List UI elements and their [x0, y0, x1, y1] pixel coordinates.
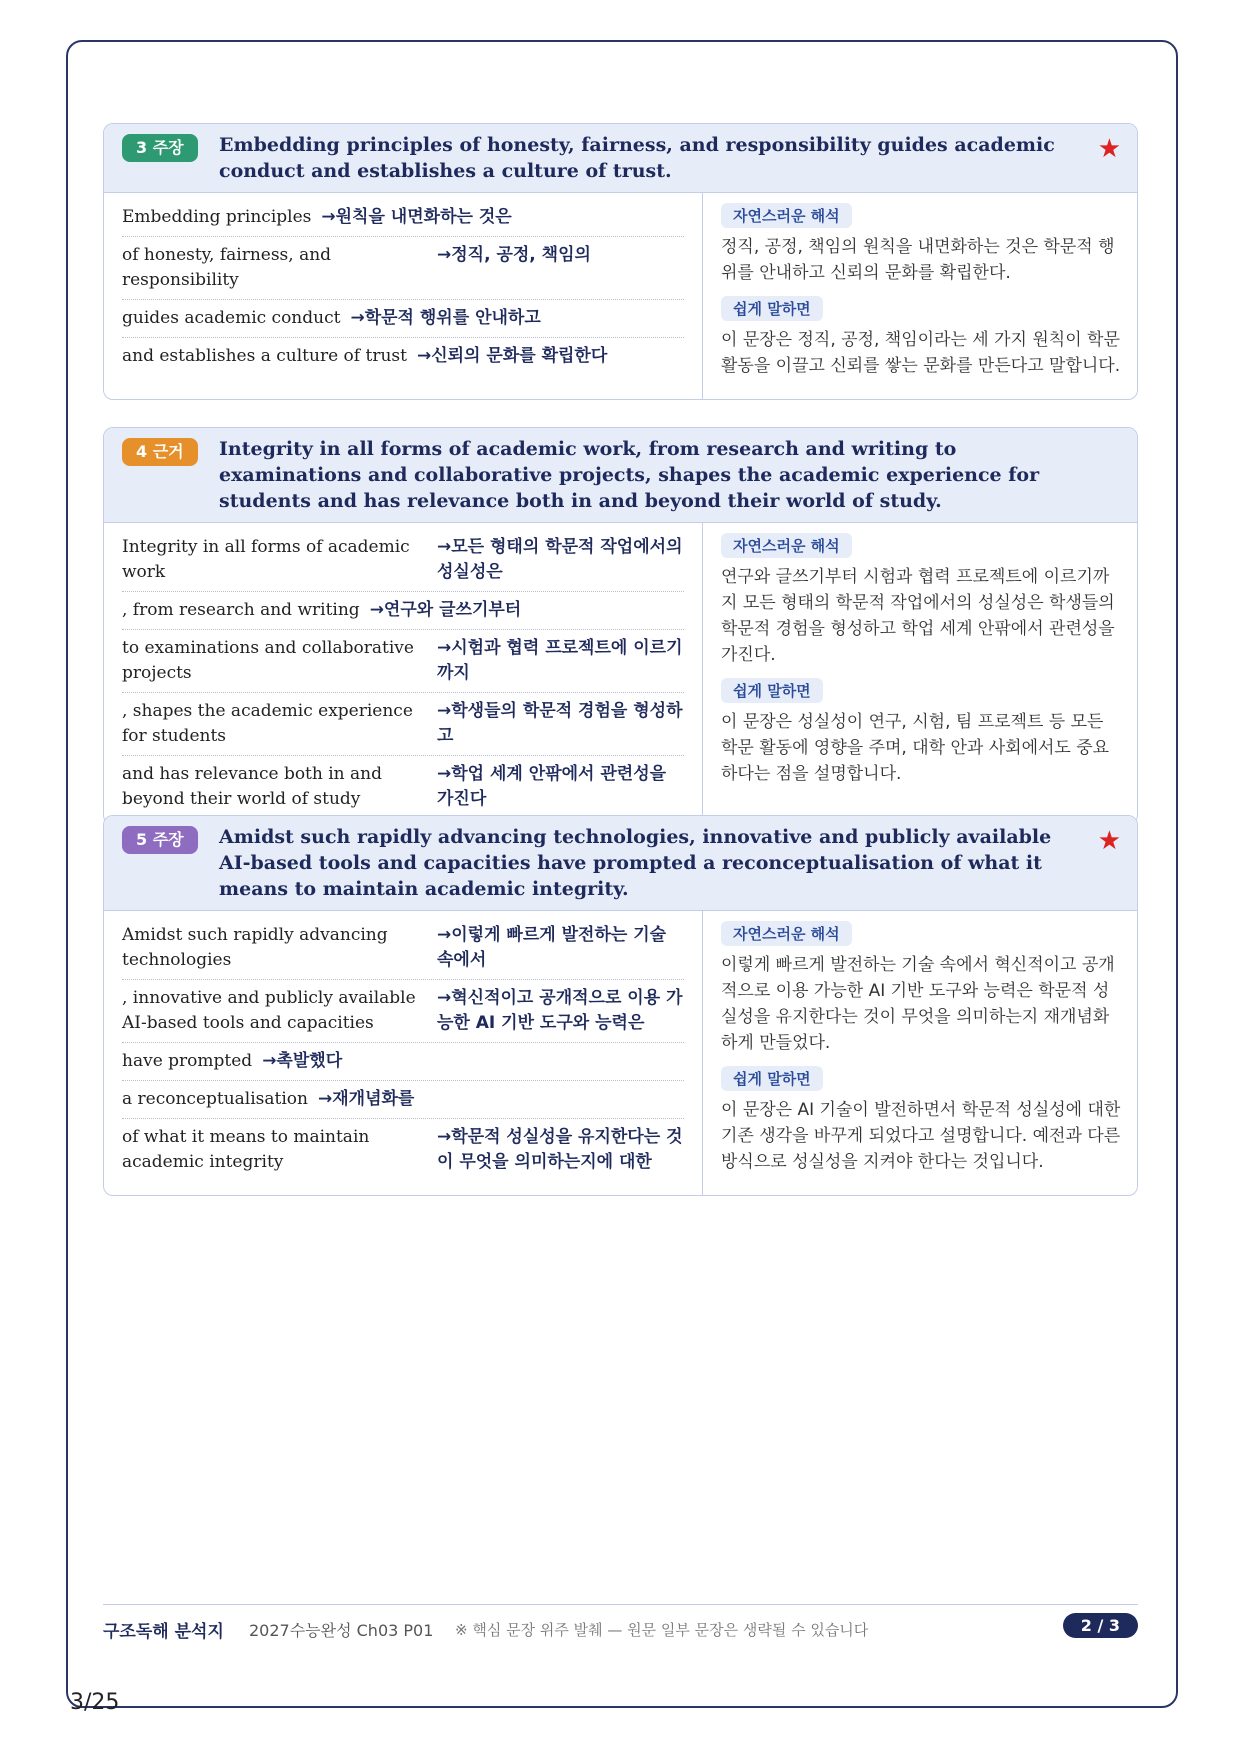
chunk-english: to examinations and collaborative projects — [122, 638, 414, 683]
easy-label: 쉽게 말하면 — [721, 678, 823, 703]
chunk-english: of what it means to maintain academic integrity — [122, 1127, 370, 1172]
chunk-row — [122, 693, 684, 756]
easy-label: 쉽게 말하면 — [721, 1066, 823, 1091]
interpretation-panel — [703, 523, 1137, 824]
card-header — [104, 816, 1137, 911]
sentence-heading: Embedding principles of honesty, fairness, and responsibility guides academic conduct and establishes a culture of trust. — [219, 134, 1055, 182]
page-indicator: 2 / 3 — [1063, 1613, 1138, 1638]
sentence-tag: 3 주장 — [122, 134, 198, 162]
analysis-card-4 — [103, 427, 1138, 825]
chunk-korean: →촉발했다 — [262, 1051, 343, 1071]
card-header — [104, 124, 1137, 193]
chunk-english: Integrity in all forms of academic work — [122, 537, 410, 582]
chunk-row — [122, 529, 684, 592]
analysis-card-5 — [103, 815, 1138, 1196]
easy-explanation: 이 문장은 AI 기술이 발전하면서 학문적 성실성에 대한 기존 생각을 바꾸게 되었다고 설명합니다. 예전과 다른 방식으로 성실성을 지켜야 한다는 것입니다. — [721, 1100, 1121, 1172]
chunk-list — [104, 193, 703, 399]
chunk-korean: →학생들의 학문적 경험을 형성하고 — [437, 701, 683, 746]
chunk-english: and establishes a culture of trust — [122, 346, 407, 366]
interpretation-panel — [703, 193, 1137, 399]
footer-subtitle: 2027수능완성 Ch03 P01 — [249, 1621, 434, 1640]
card-header — [104, 428, 1137, 523]
sentence-tag: 4 근거 — [122, 438, 198, 466]
natural-translation: 정직, 공정, 책임의 원칙을 내면화하는 것은 학문적 행위를 안내하고 신뢰의 문화를 확립한다. — [721, 237, 1115, 283]
chunk-english: , from research and writing — [122, 600, 360, 620]
chunk-korean: →원칙을 내면화하는 것은 — [321, 207, 512, 227]
natural-translation: 연구와 글쓰기부터 시험과 협력 프로젝트에 이르기까지 모든 형태의 학문적 작업에서의 성실성은 학생들의 학문적 경험을 형성하고 학업 세계 안팎에서 관련성을 가진다. — [721, 567, 1115, 665]
chunk-korean: →정직, 공정, 책임의 — [437, 245, 591, 265]
natural-translation: 이렇게 빠르게 발전하는 기술 속에서 혁신적이고 공개적으로 이용 가능한 AI 기반 도구와 능력은 학문적 성실성을 유지한다는 것이 무엇을 의미하는지 재개념화하게 만들었다. — [721, 955, 1115, 1053]
easy-explanation: 이 문장은 성실성이 연구, 시험, 팀 프로젝트 등 모든 학문 활동에 영향을 주며, 대학 안과 사회에서도 중요하다는 점을 설명합니다. — [721, 712, 1110, 784]
chunk-row — [122, 300, 684, 338]
star-icon: ★ — [1097, 826, 1121, 856]
chunk-english: Embedding principles — [122, 207, 312, 227]
chunk-english: , innovative and publicly available AI-based tools and capacities — [122, 988, 416, 1033]
chunk-row — [122, 199, 684, 237]
chunk-korean: →모든 형태의 학문적 작업에서의 성실성은 — [437, 537, 683, 582]
page-counter: 3/25 — [70, 1690, 120, 1715]
chunk-list — [104, 523, 703, 824]
natural-label: 자연스러운 해석 — [721, 533, 852, 558]
chunk-english: guides academic conduct — [122, 308, 341, 328]
chunk-korean: →이렇게 빠르게 발전하는 기술 속에서 — [437, 925, 667, 970]
footer-title: 구조독해 분석지 — [103, 1622, 224, 1642]
chunk-english: and has relevance both in and beyond their world of study — [122, 764, 382, 809]
chunk-korean: →시험과 협력 프로젝트에 이르기까지 — [437, 638, 683, 683]
chunk-korean: →혁신적이고 공개적으로 이용 가능한 AI 기반 도구와 능력은 — [437, 988, 683, 1033]
chunk-row — [122, 1119, 684, 1181]
star-icon: ★ — [1097, 134, 1121, 164]
easy-explanation: 이 문장은 정직, 공정, 책임이라는 세 가지 원칙이 학문 활동을 이끌고 신뢰를 쌓는 문화를 만든다고 말합니다. — [721, 330, 1121, 376]
interpretation-panel — [703, 911, 1137, 1195]
chunk-english: of honesty, fairness, and responsibility — [122, 245, 332, 290]
chunk-english: have prompted — [122, 1051, 253, 1071]
analysis-card-3 — [103, 123, 1138, 400]
chunk-row — [122, 1043, 684, 1081]
footer-note: ※ 핵심 문장 위주 발췌 — 원문 일부 문장은 생략될 수 있습니다 — [455, 1621, 869, 1639]
chunk-korean: →신뢰의 문화를 확립한다 — [416, 346, 608, 366]
chunk-korean: →재개념화를 — [318, 1089, 415, 1109]
chunk-row — [122, 237, 684, 300]
chunk-row — [122, 592, 684, 630]
chunk-english: , shapes the academic experience for students — [122, 701, 413, 746]
chunk-korean: →연구와 글쓰기부터 — [369, 600, 522, 620]
chunk-english: a reconceptualisation — [122, 1089, 308, 1109]
chunk-english: Amidst such rapidly advancing technologies — [122, 925, 388, 970]
natural-label: 자연스러운 해석 — [721, 921, 852, 946]
chunk-row — [122, 338, 684, 375]
sentence-heading: Amidst such rapidly advancing technologies, innovative and publicly available AI-based tools and capacities have prompted a reconceptualisation of what it means to maintain academic integrity. — [219, 826, 1052, 900]
natural-label: 자연스러운 해석 — [721, 203, 852, 228]
chunk-row — [122, 630, 684, 693]
chunk-row — [122, 1081, 684, 1119]
sentence-heading: Integrity in all forms of academic work, from research and writing to examinations and collaborative projects, shapes the academic experience for students and has relevance both in and beyond their world of study. — [219, 438, 1040, 512]
chunk-list — [104, 911, 703, 1195]
chunk-row — [122, 756, 684, 818]
chunk-korean: →학문적 성실성을 유지한다는 것이 무엇을 의미하는지에 대한 — [437, 1127, 683, 1172]
chunk-row — [122, 917, 684, 980]
sentence-tag: 5 주장 — [122, 826, 198, 854]
easy-label: 쉽게 말하면 — [721, 296, 823, 321]
chunk-row — [122, 980, 684, 1043]
chunk-korean: →학문적 행위를 안내하고 — [350, 308, 541, 328]
footer — [103, 1604, 1138, 1644]
chunk-korean: →학업 세계 안팎에서 관련성을 가진다 — [437, 764, 667, 809]
